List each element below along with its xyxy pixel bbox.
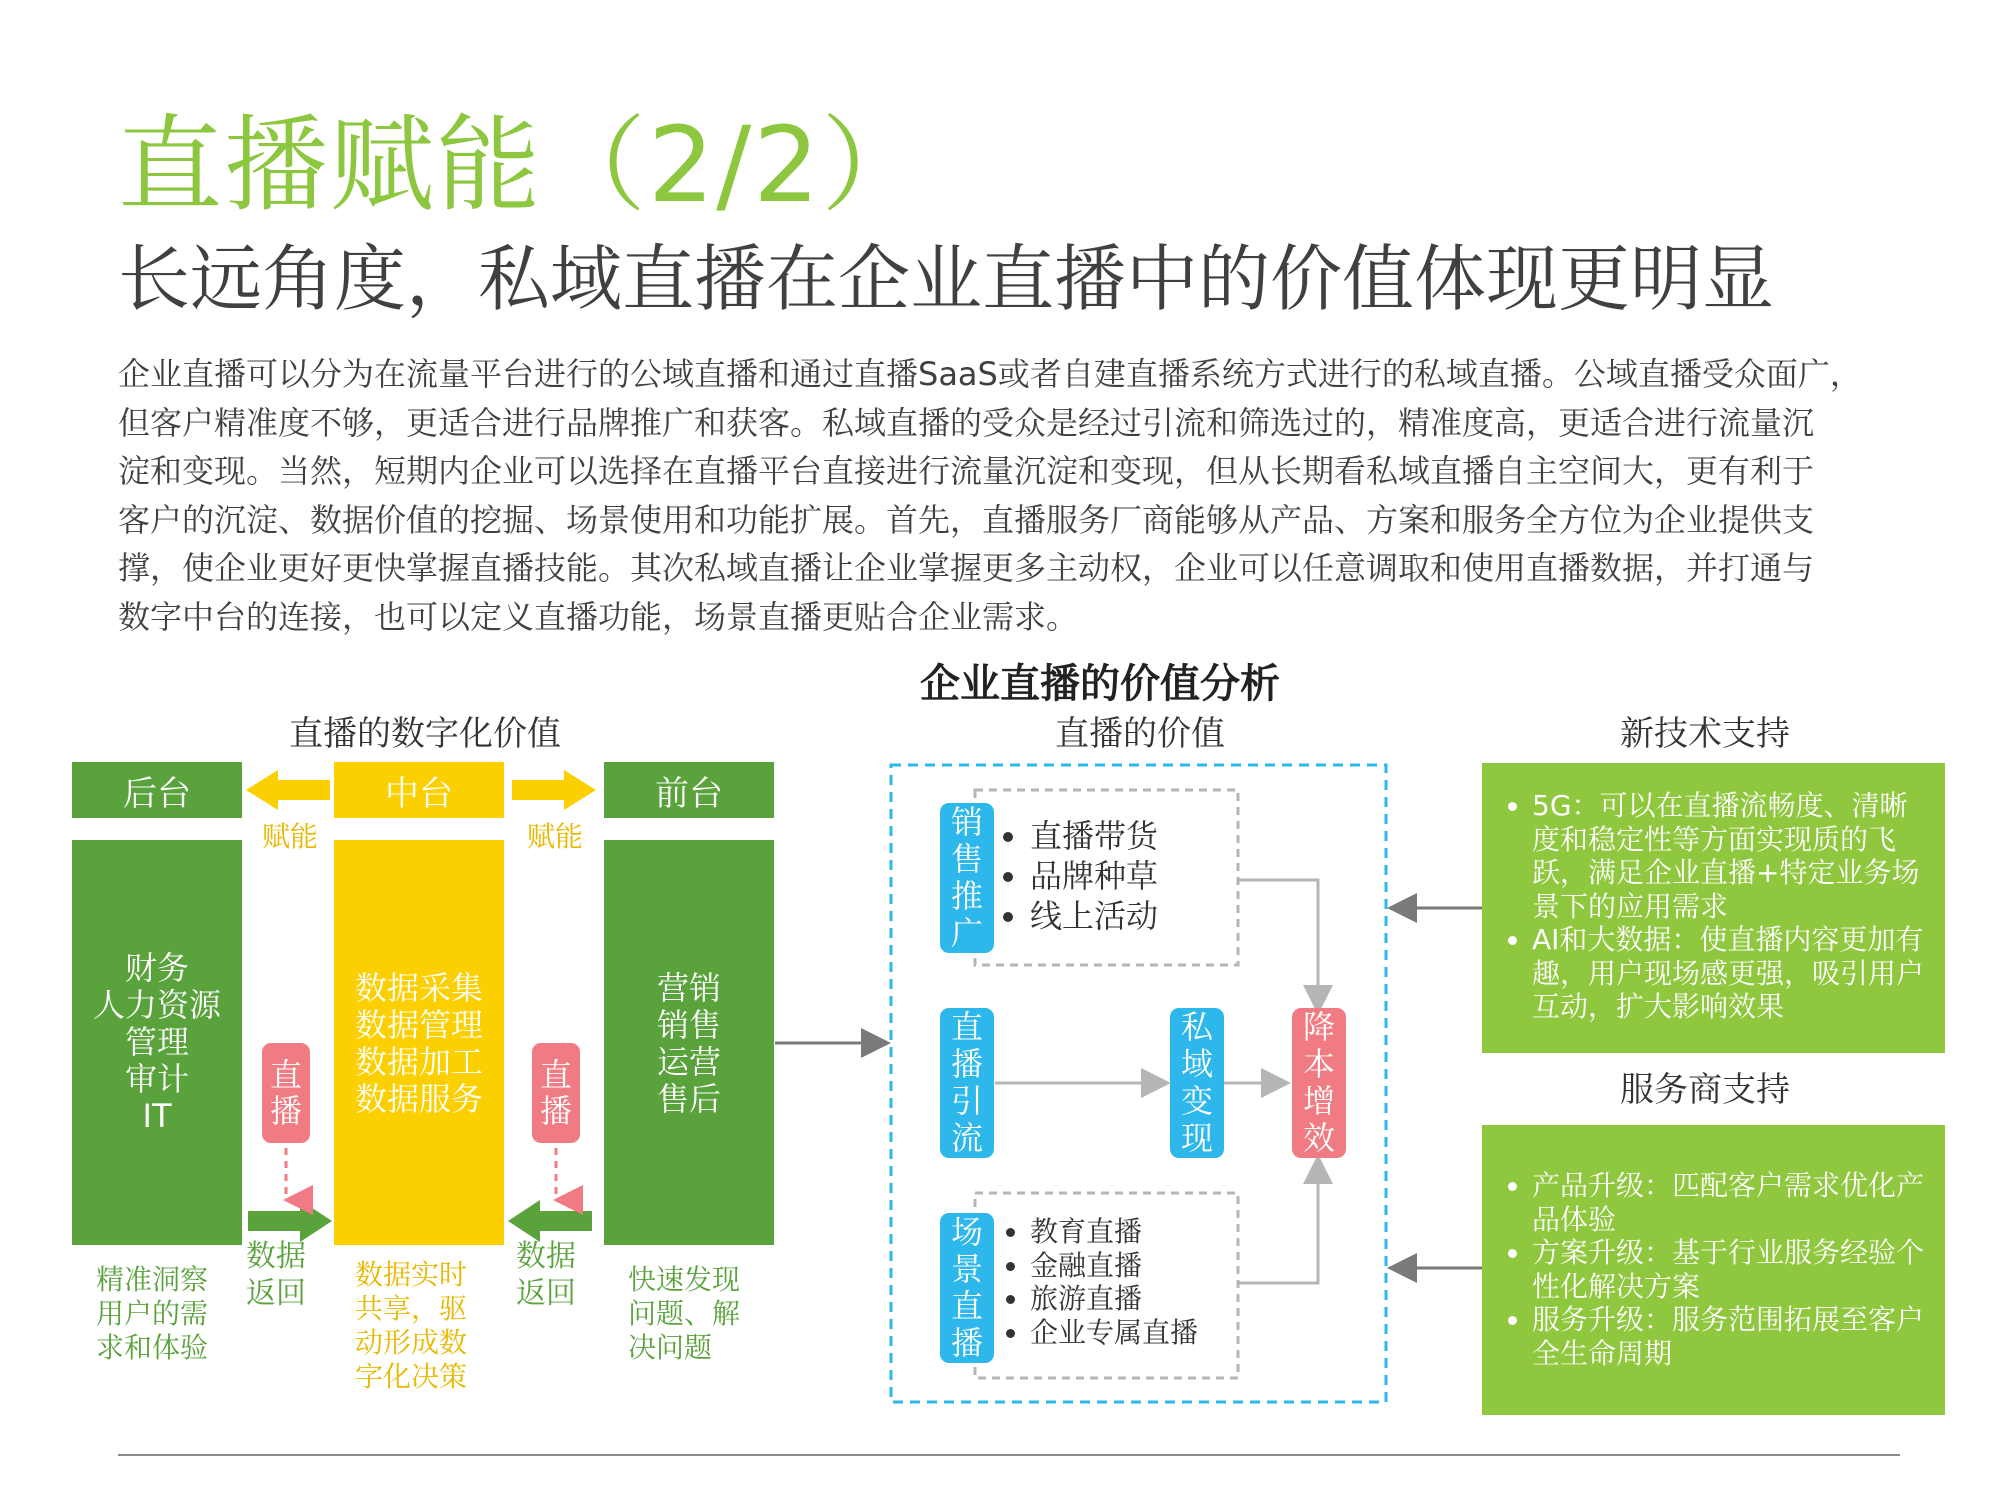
frontend-item: 销售 <box>656 1006 721 1044</box>
list-item: • 5G：可以在直播流畅度、清晰度和稳定性等方面实现质的飞跃，满足企业直播+特定业务场景下的应用需求 <box>1532 789 1929 923</box>
intro-line: 淀和变现。当然，短期内企业可以选择在直播平台直接进行流量沉淀和变现，但从长期看私域直播自主空间大，更有利于 <box>118 452 1815 490</box>
data-return-arrow-left <box>248 1200 332 1242</box>
private-monetize-pill: 私 域 变 现 <box>1170 1008 1224 1158</box>
sales-to-cost-line <box>1238 880 1318 1012</box>
footer-divider <box>118 1454 1900 1456</box>
sales-promo-pill: 销 售 推 广 <box>940 803 994 953</box>
scene-live-pill: 场 景 直 播 <box>940 1213 994 1363</box>
cost-reduce-pill: 降 本 增 效 <box>1292 1008 1346 1158</box>
live-pill-right: 直 播 <box>532 1043 580 1143</box>
backend-label: 后台 <box>72 762 242 818</box>
middle-box <box>334 840 504 1245</box>
sales-items-list <box>990 816 1230 936</box>
backend-caption: 精准洞察 用户的需 求和体验 <box>96 1263 209 1364</box>
data-return-label-left: 数据 返回 <box>246 1239 306 1311</box>
list-item: • 旅游直播 <box>1030 1282 1235 1316</box>
backend-box <box>72 840 242 1245</box>
middle-item: 数据采集 <box>354 969 483 1007</box>
empower-arrow-right <box>512 770 596 810</box>
page-title: 直播赋能（2/2） <box>118 104 928 226</box>
intro-line: 企业直播可以分为在流量平台进行的公域直播和通过直播SaaS或者自建直播系统方式进行的私域直播。公域直播受众面广， <box>118 355 1862 393</box>
list-item: • 直播带货 <box>1030 816 1230 856</box>
frontend-label: 前台 <box>604 762 774 818</box>
list-item: • 品牌种草 <box>1030 856 1230 896</box>
list-item: • AI和大数据：使直播内容更加有趣，用户现场感更强，吸引用户互动，扩大影响效果 <box>1532 923 1929 1024</box>
frontend-box <box>604 840 774 1245</box>
middle-label: 中台 <box>334 762 504 818</box>
frontend-item: 营销 <box>656 969 721 1007</box>
middle-caption: 数据实时 共享，驱 动形成数 字化决策 <box>355 1258 468 1393</box>
list-item: • 教育直播 <box>1030 1215 1235 1249</box>
empower-label-left: 赋能 <box>262 820 319 853</box>
backend-item: IT <box>142 1097 172 1135</box>
service-support-heading: 服务商支持 <box>1620 1070 1790 1110</box>
digital-value-heading: 直播的数字化价值 <box>289 714 561 754</box>
middle-item: 数据服务 <box>354 1080 483 1118</box>
page-subtitle: 长远角度，私域直播在企业直播中的价值体现更明显 <box>118 237 1775 321</box>
scene-items-list <box>990 1215 1235 1349</box>
frontend-caption: 快速发现 问题、解 决问题 <box>628 1263 741 1364</box>
intro-line: 撑，使企业更好更快掌握直播技能。其次私域直播让企业掌握更多主动权，企业可以任意调取和使用直播数据，并打通与 <box>118 549 1815 587</box>
empower-arrow-left <box>246 770 330 810</box>
list-item: • 产品升级：匹配客户需求优化产品体验 <box>1532 1169 1929 1236</box>
intro-line: 但客户精准度不够，更适合进行品牌推广和获客。私域直播的受众是经过引流和筛选过的，精准度高，更适合进行流量沉 <box>118 403 1815 442</box>
empower-label-right: 赋能 <box>527 820 584 853</box>
intro-line: 数字中台的连接，也可以定义直播功能，场景直播更贴合企业需求。 <box>118 597 1079 636</box>
tech-support-heading: 新技术支持 <box>1620 714 1790 754</box>
backend-item: 审计 <box>124 1060 189 1098</box>
backend-item: 管理 <box>124 1023 189 1061</box>
live-traffic-pill: 直 播 引 流 <box>940 1008 994 1158</box>
backend-item: 财务 <box>124 949 189 987</box>
service-support-panel <box>1482 1125 1945 1415</box>
list-item: • 企业专属直播 <box>1030 1316 1235 1350</box>
tech-support-panel <box>1482 763 1945 1053</box>
list-item: • 服务升级：服务范围拓展至客户全生命周期 <box>1532 1303 1929 1370</box>
backend-item: 人力资源 <box>92 986 221 1024</box>
live-value-heading: 直播的价值 <box>1055 714 1225 754</box>
middle-item: 数据管理 <box>354 1006 483 1044</box>
live-pill-left: 直 播 <box>262 1043 310 1143</box>
list-item: • 方案升级：基于行业服务经验个性化解决方案 <box>1532 1236 1929 1303</box>
frontend-item: 售后 <box>656 1080 721 1118</box>
list-item: • 金融直播 <box>1030 1249 1235 1283</box>
frontend-item: 运营 <box>656 1043 721 1081</box>
intro-line: 客户的沉淀、数据价值的挖掘、场景使用和功能扩展。首先，直播服务厂商能够从产品、方案和服务全方位为企业提供支 <box>118 500 1815 539</box>
data-return-label-right: 数据 返回 <box>516 1239 576 1311</box>
list-item: • 线上活动 <box>1030 896 1230 936</box>
middle-item: 数据加工 <box>354 1043 483 1081</box>
scene-to-cost-line <box>1238 1157 1318 1283</box>
diagram-title: 企业直播的价值分析 <box>920 661 1280 707</box>
data-return-arrow-right <box>508 1200 592 1242</box>
